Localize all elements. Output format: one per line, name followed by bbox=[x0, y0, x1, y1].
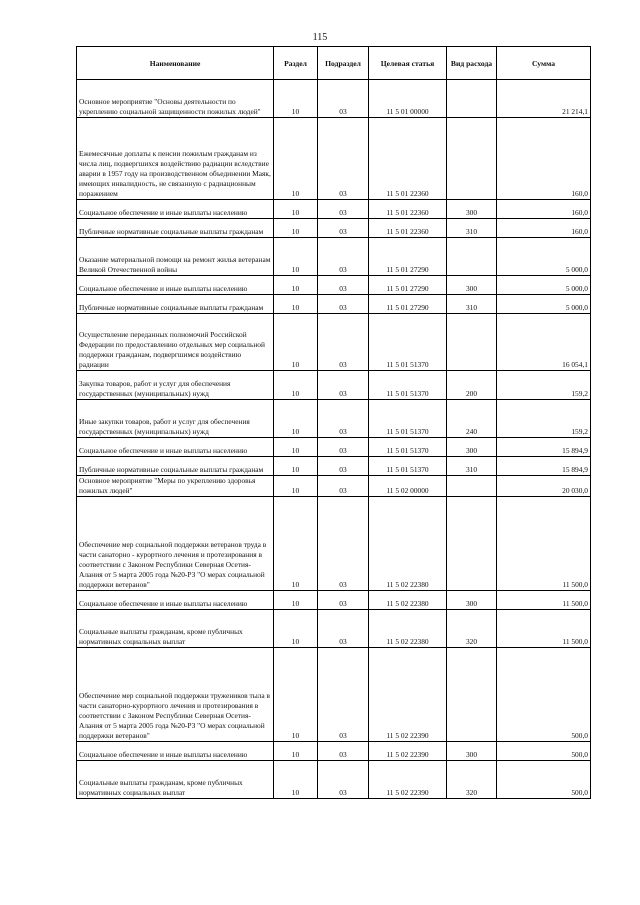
header-razdel: Раздел bbox=[274, 47, 318, 80]
cell-podrazdel: 03 bbox=[318, 200, 369, 219]
cell-summa: 160,0 bbox=[497, 200, 591, 219]
cell-razdel: 10 bbox=[274, 438, 318, 457]
cell-summa: 159,2 bbox=[497, 400, 591, 438]
cell-statya: 11 5 01 51370 bbox=[369, 438, 447, 457]
cell-summa: 20 030,0 bbox=[497, 476, 591, 497]
cell-name: Публичные нормативные социальные выплаты гражданам bbox=[77, 457, 274, 476]
cell-name: Обеспечение мер социальной поддержки ветеранов труда в части санаторно - курортного лечения и протезирования в соответствии с Законом Республики Северная Осетия-Алания от 5 марта 2005 года №20-РЗ "О мерах социальной поддержки ветеранов" bbox=[77, 497, 274, 591]
cell-statya: 11 5 02 22380 bbox=[369, 591, 447, 610]
header-podrazdel: Подраздел bbox=[318, 47, 369, 80]
cell-razdel: 10 bbox=[274, 219, 318, 238]
cell-vid bbox=[447, 497, 497, 591]
cell-vid: 310 bbox=[447, 219, 497, 238]
cell-name: Социальное обеспечение и иные выплаты населению bbox=[77, 200, 274, 219]
cell-vid: 300 bbox=[447, 276, 497, 295]
cell-razdel: 10 bbox=[274, 295, 318, 314]
cell-razdel: 10 bbox=[274, 761, 318, 799]
cell-vid bbox=[447, 314, 497, 371]
cell-summa: 159,2 bbox=[497, 371, 591, 400]
header-name: Наименование bbox=[77, 47, 274, 80]
cell-razdel: 10 bbox=[274, 238, 318, 276]
cell-razdel: 10 bbox=[274, 648, 318, 742]
cell-vid: 320 bbox=[447, 610, 497, 648]
cell-razdel: 10 bbox=[274, 476, 318, 497]
cell-vid: 320 bbox=[447, 761, 497, 799]
cell-summa: 500,0 bbox=[497, 648, 591, 742]
cell-statya: 11 5 01 51370 bbox=[369, 371, 447, 400]
table-row bbox=[77, 742, 591, 761]
cell-podrazdel: 03 bbox=[318, 276, 369, 295]
cell-statya: 11 5 01 00000 bbox=[369, 80, 447, 118]
cell-name: Публичные нормативные социальные выплаты гражданам bbox=[77, 219, 274, 238]
table-header-row bbox=[77, 47, 591, 80]
cell-vid bbox=[447, 476, 497, 497]
table-row bbox=[77, 219, 591, 238]
table-row bbox=[77, 457, 591, 476]
cell-vid: 300 bbox=[447, 438, 497, 457]
cell-vid: 310 bbox=[447, 457, 497, 476]
table-row bbox=[77, 400, 591, 438]
cell-summa: 160,0 bbox=[497, 219, 591, 238]
cell-vid: 300 bbox=[447, 200, 497, 219]
cell-statya: 11 5 01 22360 bbox=[369, 118, 447, 200]
cell-statya: 11 5 01 27290 bbox=[369, 238, 447, 276]
cell-razdel: 10 bbox=[274, 591, 318, 610]
cell-podrazdel: 03 bbox=[318, 238, 369, 276]
table-row bbox=[77, 200, 591, 219]
cell-vid bbox=[447, 80, 497, 118]
cell-podrazdel: 03 bbox=[318, 400, 369, 438]
cell-summa: 11 500,0 bbox=[497, 497, 591, 591]
table-row bbox=[77, 761, 591, 799]
cell-razdel: 10 bbox=[274, 742, 318, 761]
cell-vid: 310 bbox=[447, 295, 497, 314]
cell-razdel: 10 bbox=[274, 400, 318, 438]
cell-statya: 11 5 01 51370 bbox=[369, 400, 447, 438]
cell-name: Социальное обеспечение и иные выплаты населению bbox=[77, 438, 274, 457]
cell-statya: 11 5 02 22390 bbox=[369, 648, 447, 742]
cell-statya: 11 5 01 27290 bbox=[369, 295, 447, 314]
cell-summa: 11 500,0 bbox=[497, 591, 591, 610]
cell-summa: 21 214,1 bbox=[497, 80, 591, 118]
table-row bbox=[77, 371, 591, 400]
cell-vid: 300 bbox=[447, 742, 497, 761]
table-row bbox=[77, 648, 591, 742]
cell-name: Осуществление переданных полномочий Российской Федерации по предоставлению отдельных мер социальной поддержки гражданам, подвергшимся воздействию радиации bbox=[77, 314, 274, 371]
cell-summa: 5 000,0 bbox=[497, 295, 591, 314]
table-row bbox=[77, 591, 591, 610]
cell-name: Ежемесячные доплаты к пенсии пожилым гражданам из числа лиц, подвергшихся воздействию радиации вследствие аварии в 1957 году на производственном объединении Маяк, имеющих инвалидность, не связанную с радиационным поражением bbox=[77, 118, 274, 200]
header-statya: Целевая статья bbox=[369, 47, 447, 80]
cell-statya: 11 5 02 00000 bbox=[369, 476, 447, 497]
table-row bbox=[77, 238, 591, 276]
cell-podrazdel: 03 bbox=[318, 761, 369, 799]
table-row bbox=[77, 295, 591, 314]
cell-podrazdel: 03 bbox=[318, 438, 369, 457]
cell-vid: 240 bbox=[447, 400, 497, 438]
header-summa: Сумма bbox=[497, 47, 591, 80]
cell-podrazdel: 03 bbox=[318, 295, 369, 314]
cell-summa: 11 500,0 bbox=[497, 610, 591, 648]
cell-name: Основное мероприятие "Основы деятельности по укреплению социальной защищенности пожилых людей" bbox=[77, 80, 274, 118]
cell-name: Социальное обеспечение и иные выплаты населению bbox=[77, 591, 274, 610]
cell-razdel: 10 bbox=[274, 497, 318, 591]
cell-name: Социальные выплаты гражданам, кроме публичных нормативных социальных выплат bbox=[77, 610, 274, 648]
table-row bbox=[77, 610, 591, 648]
cell-statya: 11 5 01 51370 bbox=[369, 457, 447, 476]
cell-name: Социальное обеспечение и иные выплаты населению bbox=[77, 276, 274, 295]
cell-statya: 11 5 02 22380 bbox=[369, 497, 447, 591]
cell-statya: 11 5 02 22390 bbox=[369, 742, 447, 761]
cell-vid bbox=[447, 118, 497, 200]
cell-name: Обеспечение мер социальной поддержки тружеников тыла в части санаторно-курортного лечения и протезирования в соответствии с Законом Республики Северная Осетия-Алания от 5 марта 2005 года №20-РЗ "О мерах социальной поддержки ветеранов" bbox=[77, 648, 274, 742]
cell-name: Иные закупки товаров, работ и услуг для обеспечения государственных (муниципальных) нужд bbox=[77, 400, 274, 438]
cell-summa: 5 000,0 bbox=[497, 238, 591, 276]
cell-podrazdel: 03 bbox=[318, 80, 369, 118]
table-row bbox=[77, 438, 591, 457]
cell-summa: 160,0 bbox=[497, 118, 591, 200]
cell-summa: 5 000,0 bbox=[497, 276, 591, 295]
cell-podrazdel: 03 bbox=[318, 591, 369, 610]
cell-statya: 11 5 01 27290 bbox=[369, 276, 447, 295]
cell-name: Социальные выплаты гражданам, кроме публичных нормативных социальных выплат bbox=[77, 761, 274, 799]
page-number: 115 bbox=[312, 32, 328, 43]
cell-summa: 16 054,1 bbox=[497, 314, 591, 371]
table-row bbox=[77, 314, 591, 371]
cell-vid: 200 bbox=[447, 371, 497, 400]
cell-statya: 11 5 02 22380 bbox=[369, 610, 447, 648]
cell-summa: 15 894,9 bbox=[497, 457, 591, 476]
cell-razdel: 10 bbox=[274, 371, 318, 400]
cell-razdel: 10 bbox=[274, 314, 318, 371]
cell-summa: 500,0 bbox=[497, 742, 591, 761]
table-row bbox=[77, 276, 591, 295]
cell-podrazdel: 03 bbox=[318, 610, 369, 648]
table-row bbox=[77, 118, 591, 200]
cell-podrazdel: 03 bbox=[318, 476, 369, 497]
cell-name: Публичные нормативные социальные выплаты гражданам bbox=[77, 295, 274, 314]
cell-podrazdel: 03 bbox=[318, 648, 369, 742]
cell-podrazdel: 03 bbox=[318, 314, 369, 371]
cell-statya: 11 5 01 51370 bbox=[369, 314, 447, 371]
cell-podrazdel: 03 bbox=[318, 371, 369, 400]
cell-name: Основное мероприятие "Меры по укреплению здоровья пожилых людей" bbox=[77, 476, 274, 497]
cell-podrazdel: 03 bbox=[318, 219, 369, 238]
cell-statya: 11 5 02 22390 bbox=[369, 761, 447, 799]
cell-razdel: 10 bbox=[274, 610, 318, 648]
table-row bbox=[77, 476, 591, 497]
header-vid: Вид расхода bbox=[447, 47, 497, 80]
cell-vid: 300 bbox=[447, 591, 497, 610]
cell-name: Оказание материальной помощи на ремонт жилья ветеранам Великой Отечественной войны bbox=[77, 238, 274, 276]
cell-podrazdel: 03 bbox=[318, 742, 369, 761]
cell-summa: 500,0 bbox=[497, 761, 591, 799]
cell-statya: 11 5 01 22360 bbox=[369, 219, 447, 238]
cell-name: Закупка товаров, работ и услуг для обеспечения государственных (муниципальных) нужд bbox=[77, 371, 274, 400]
cell-razdel: 10 bbox=[274, 200, 318, 219]
table-row bbox=[77, 80, 591, 118]
cell-podrazdel: 03 bbox=[318, 497, 369, 591]
cell-summa: 15 894,9 bbox=[497, 438, 591, 457]
cell-name: Социальное обеспечение и иные выплаты населению bbox=[77, 742, 274, 761]
cell-vid bbox=[447, 648, 497, 742]
budget-table bbox=[76, 46, 591, 799]
cell-vid bbox=[447, 238, 497, 276]
cell-razdel: 10 bbox=[274, 118, 318, 200]
cell-podrazdel: 03 bbox=[318, 457, 369, 476]
cell-razdel: 10 bbox=[274, 80, 318, 118]
cell-podrazdel: 03 bbox=[318, 118, 369, 200]
cell-razdel: 10 bbox=[274, 457, 318, 476]
table-row bbox=[77, 497, 591, 591]
cell-razdel: 10 bbox=[274, 276, 318, 295]
cell-statya: 11 5 01 22360 bbox=[369, 200, 447, 219]
